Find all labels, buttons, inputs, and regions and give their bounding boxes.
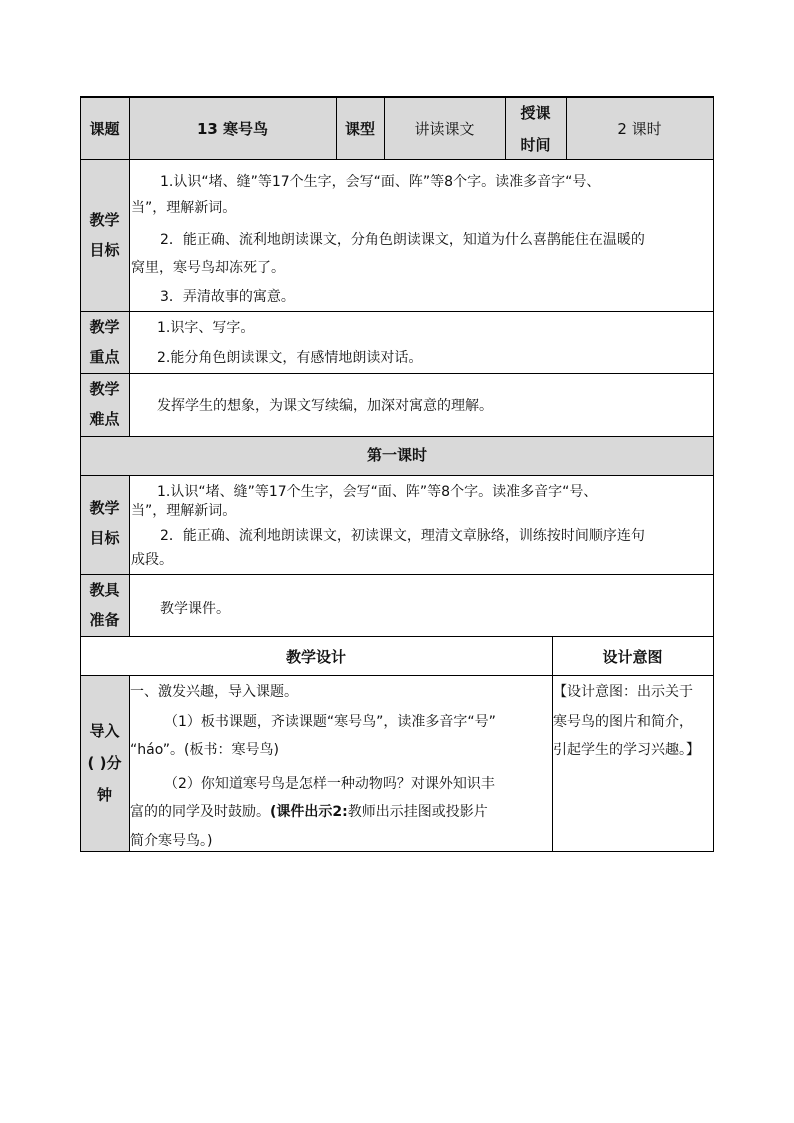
goals2-line-1: 1.认识“堵、缝”等17个生字，会写“面、阵”等8个字。读准多音字“号、 (157, 484, 598, 500)
intro-line-5-bold: (课件出示2: (270, 804, 348, 820)
goals-line-3: 2．能正确、流利地朗读课文，分角色朗读课文，知道为什么喜鹊能住在温暖的 (160, 232, 645, 248)
intro-line-5-normal: 富的的同学及时鼓励。 (130, 804, 270, 820)
intro-label-2: ( )分 (87, 754, 122, 772)
intro-line-6: 简介寒号鸟。) (130, 833, 213, 849)
intro-label-1: 导入 (89, 722, 120, 740)
design-header: 教学设计 (285, 648, 346, 666)
intro-line-5-rest: 教师出示挂图或投影片 (347, 804, 488, 820)
rule (129, 475, 130, 636)
intro-line-5 (130, 797, 488, 827)
intro-line-3: “háo”。(板书：寒号鸟) (130, 742, 279, 758)
tools-text: 教学课件。 (160, 601, 230, 617)
rule (713, 96, 714, 852)
type-label: 课型 (344, 120, 375, 138)
diff-text: 发挥学生的想象，为课文写续编，加深对寓意的理解。 (157, 398, 493, 414)
rule (80, 574, 714, 575)
goals-line-2: 当”，理解新词。 (131, 200, 237, 216)
goals-line-4: 窝里，寒号鸟却冻死了。 (131, 260, 285, 276)
goals-line-1: 1.认识“堵、缝”等17个生字，会写“面、阵”等8个字。读准多音字“号、 (160, 174, 601, 190)
time-label-1: 授课 (520, 104, 551, 122)
goals2-line-2: 当”，理解新词。 (131, 503, 237, 519)
topic-label: 课题 (89, 120, 120, 138)
topic-value-text: 13 寒号鸟 (196, 120, 269, 138)
rule (80, 636, 714, 637)
time-label-2: 时间 (520, 136, 551, 154)
goals-label-bg (80, 159, 129, 311)
intent-header: 设计意图 (602, 648, 663, 666)
rule (80, 373, 714, 374)
intent-line-1: 【设计意图：出示关于 (553, 684, 693, 700)
intent-line-2: 寒号鸟的图片和简介， (553, 714, 693, 730)
rule (80, 675, 714, 676)
rule (80, 475, 714, 476)
goals2-line-4: 成段。 (131, 552, 173, 568)
goals-label-1: 教学 (89, 211, 120, 229)
section-title: 第一课时 (366, 446, 427, 464)
time-value: 2 课时 (617, 120, 662, 138)
goals2-label-1: 教学 (89, 499, 120, 517)
key-label-1: 教学 (89, 318, 120, 336)
tools-label-2: 准备 (89, 611, 120, 629)
diff-label-2: 难点 (89, 410, 120, 428)
goals-line-5: 3．弄清故事的寓意。 (160, 289, 295, 305)
diff-label-1: 教学 (89, 380, 120, 398)
goals2-label-2: 目标 (89, 529, 120, 547)
rule (80, 96, 714, 98)
topic-value (129, 118, 336, 139)
intro-line-2: （1）板书课题，齐读课题“寒号鸟”，读准多音字“号” (164, 714, 496, 730)
goals2-line-3: 2．能正确、流利地朗读课文，初读课文，理清文章脉络，训练按时间顺序连句 (160, 528, 645, 544)
rule (80, 436, 714, 437)
intro-line-1: 一、激发兴趣，导入课题。 (130, 684, 298, 700)
type-value: 讲读课文 (414, 120, 475, 138)
rule (129, 159, 130, 436)
intent-line-3: 引起学生的学习兴趣。】 (553, 742, 700, 758)
key-line-1: 1.识字、写字。 (157, 320, 255, 336)
key-line-2: 2.能分角色朗读课文，有感情地朗读对话。 (157, 350, 423, 366)
intro-line-4: （2）你知道寒号鸟是怎样一种动物吗？对课外知识丰 (164, 776, 495, 792)
goals-label-2: 目标 (89, 241, 120, 259)
key-label-2: 重点 (89, 348, 120, 366)
tools-label-1: 教具 (89, 581, 120, 599)
intro-label-3: 钟 (96, 786, 112, 804)
rule (80, 159, 714, 160)
